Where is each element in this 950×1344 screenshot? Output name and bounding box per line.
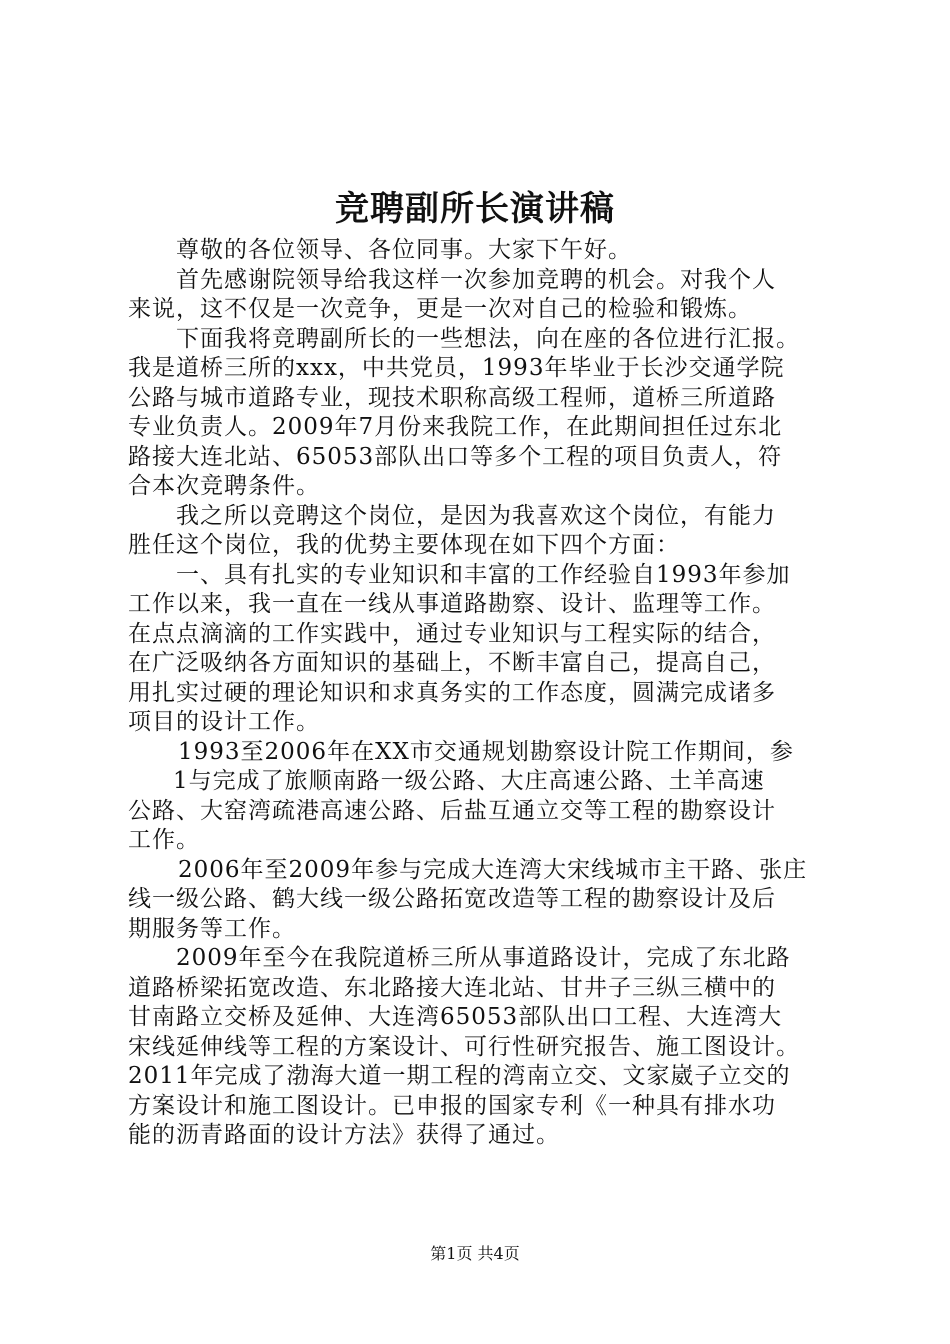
text-line: 在广泛吸纳各方面知识的基础上，不断丰富自己，提高自己， bbox=[128, 650, 776, 676]
text-line: 我是道桥三所的xxx，中共党员，1993年毕业于长沙交通学院 bbox=[128, 355, 785, 381]
text-line: 专业负责人。2009年7月份来我院工作，在此期间担任过东北 bbox=[128, 414, 783, 440]
text-line: 公路与城市道路专业，现技术职称高级工程师，道桥三所道路 bbox=[128, 384, 776, 411]
text-line: 期服务等工作。 bbox=[128, 915, 296, 942]
text-line: 来说，这不仅是一次竞争，更是一次对自己的检验和锻炼。 bbox=[128, 296, 752, 322]
text-line: 我之所以竞聘这个岗位，是因为我喜欢这个岗位，有能力 bbox=[176, 502, 776, 529]
document-body bbox=[128, 236, 840, 1151]
text-line: 胜任这个岗位，我的优势主要体现在如下四个方面： bbox=[128, 532, 680, 558]
text-line: 道路桥梁拓宽改造、东北路接大连北站、甘井子三纵三横中的 bbox=[128, 974, 776, 1001]
text-line: 路接大连北站、65053部队出口等多个工程的项目负责人，符 bbox=[128, 443, 783, 470]
text-line: 首先感谢院领导给我这样一次参加竞聘的机会。对我个人 bbox=[176, 266, 776, 293]
text-line: 下面我将竞聘副所长的一些想法，向在座的各位进行汇报。 bbox=[176, 325, 800, 352]
page-number: 第1页 共4页 bbox=[430, 1244, 520, 1263]
text-line: 项目的设计工作。 bbox=[128, 709, 320, 735]
text-line: 工作以来，我一直在一线从事道路勘察、设计、监理等工作。 bbox=[128, 591, 776, 617]
text-line: 合本次竞聘条件。 bbox=[128, 473, 320, 499]
document-title: 竞聘副所长演讲稿 bbox=[335, 189, 615, 229]
text-line: 公路、大窑湾疏港高速公路、后盐互通立交等工程的勘察设计 bbox=[128, 797, 776, 824]
text-line: 能的沥青路面的设计方法》获得了通过。 bbox=[128, 1122, 560, 1148]
text-line: 2011年完成了渤海大道一期工程的湾南立交、文家崴子立交的 bbox=[128, 1063, 791, 1089]
text-line: 尊敬的各位领导、各位同事。大家下午好。 bbox=[176, 237, 632, 263]
text-line: 2009年至今在我院道桥三所从事道路设计，完成了东北路 bbox=[176, 945, 791, 971]
text-line: 宋线延伸线等工程的方案设计、可行性研究报告、施工图设计。 bbox=[128, 1033, 800, 1060]
text-line: 一、具有扎实的专业知识和丰富的工作经验自1993年参加 bbox=[176, 561, 791, 588]
text-line: 1与完成了旅顺南路一级公路、大庄高速公路、土羊高速 bbox=[173, 768, 765, 794]
text-line: 方案设计和施工图设计。已申报的国家专利《一种具有排水功 bbox=[128, 1092, 776, 1119]
text-line: 甘南路立交桥及延伸、大连湾65053部队出口工程、大连湾大 bbox=[128, 1004, 783, 1030]
text-line: 2006年至2009年参与完成大连湾大宋线城市主干路、张庄 bbox=[178, 856, 808, 883]
text-line: 1993至2006年在XX市交通规划勘察设计院工作期间，参 bbox=[178, 738, 794, 765]
text-line: 用扎实过硬的理论知识和求真务实的工作态度，圆满完成诸多 bbox=[128, 679, 776, 706]
text-line: 在点点滴滴的工作实践中，通过专业知识与工程实际的结合， bbox=[128, 620, 776, 647]
text-line: 线一级公路、鹤大线一级公路拓宽改造等工程的勘察设计及后 bbox=[128, 886, 776, 912]
text-line: 工作。 bbox=[128, 827, 200, 853]
